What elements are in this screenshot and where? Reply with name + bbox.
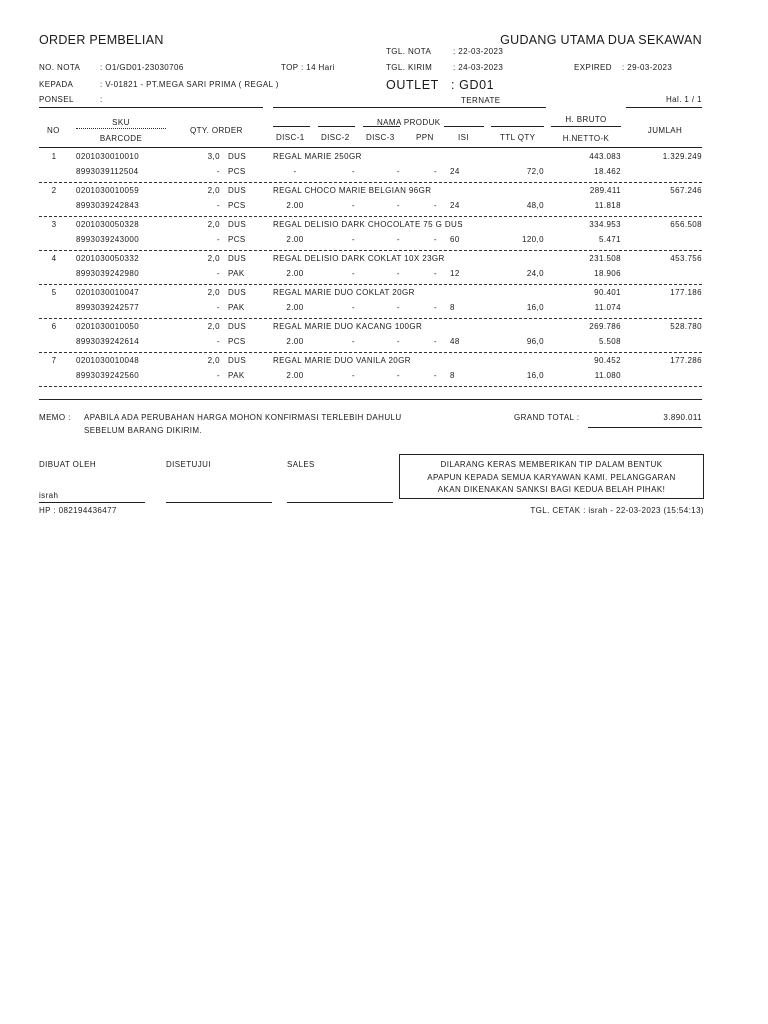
header-rule: [626, 107, 702, 108]
cell-unit: DUS: [228, 254, 247, 263]
cell-isi: 8: [450, 303, 455, 312]
header-divider: [76, 128, 166, 129]
disetujui-label: DISETUJUI: [166, 460, 211, 469]
cell-qty2: -: [216, 371, 220, 380]
signature-line: [166, 502, 272, 503]
col-nama-produk-header: NAMA PRODUK: [377, 118, 441, 127]
cell-name: REGAL MARIE 250GR: [273, 152, 362, 161]
cell-ttl-qty: 72,0: [526, 167, 544, 176]
expired-label: EXPIRED: [574, 63, 612, 72]
cell-qty: 2,0: [207, 356, 220, 365]
cell-ppn: -: [433, 269, 437, 278]
print-timestamp: TGL. CETAK : israh - 22-03-2023 (15:54:13): [530, 506, 704, 515]
cell-h-bruto: 289.411: [589, 186, 621, 195]
cell-h-netto: 18.906: [594, 269, 621, 278]
cell-unit: DUS: [228, 356, 247, 365]
col-h-netto-header: H.NETTO-K: [562, 134, 610, 143]
cell-isi: 8: [450, 371, 455, 380]
cell-disc3: -: [396, 167, 400, 176]
cell-unit: DUS: [228, 152, 247, 161]
cell-qty: 2,0: [207, 254, 220, 263]
dibuat-oleh-label: DIBUAT OLEH: [39, 460, 97, 469]
cell-no: 5: [51, 288, 57, 297]
table-bottom-rule: [39, 399, 702, 400]
cell-ttl-qty: 24,0: [526, 269, 544, 278]
col-sku-header: SKU: [112, 118, 130, 127]
company-name: GUDANG UTAMA DUA SEKAWAN: [500, 33, 702, 47]
cell-disc2: -: [351, 371, 355, 380]
kepada-label: KEPADA: [39, 80, 74, 89]
header-rule: [318, 126, 355, 127]
cell-ppn: -: [433, 303, 437, 312]
cell-unit: DUS: [228, 220, 247, 229]
document-title: ORDER PEMBELIAN: [39, 33, 164, 47]
col-ppn-header: PPN: [416, 133, 434, 142]
cell-disc2: -: [351, 167, 355, 176]
cell-no: 3: [51, 220, 57, 229]
cell-no: 2: [51, 186, 57, 195]
notice-line-1: DILARANG KERAS MEMBERIKAN TIP DALAM BENTUK: [440, 460, 663, 469]
cell-name: REGAL MARIE DUO KACANG 100GR: [273, 322, 423, 331]
cell-barcode: 8993039242577: [76, 303, 140, 312]
cell-ppn: -: [433, 201, 437, 210]
cell-qty2: -: [216, 235, 220, 244]
cell-sku: 0201030010047: [76, 288, 140, 297]
grand-total-value: 3.890.011: [663, 413, 702, 422]
cell-disc2: -: [351, 201, 355, 210]
cell-disc1: 2.00: [286, 235, 304, 244]
ponsel-label: PONSEL: [39, 95, 74, 104]
cell-sku: 0201030050328: [76, 220, 140, 229]
cell-disc2: -: [351, 269, 355, 278]
col-barcode-header: BARCODE: [99, 134, 143, 143]
cell-sku: 0201030050332: [76, 254, 140, 263]
cell-ttl-qty: 48,0: [526, 201, 544, 210]
kepada-value: : V-01821 - PT.MEGA SARI PRIMA ( REGAL ): [100, 80, 279, 89]
expired-value: : 29-03-2023: [622, 63, 673, 72]
cell-unit: DUS: [228, 288, 247, 297]
cell-disc1: 2.00: [286, 303, 304, 312]
header-rule: [39, 107, 263, 108]
cell-sku: 0201030010048: [76, 356, 140, 365]
cell-barcode: 8993039242843: [76, 201, 140, 210]
cell-qty: 2,0: [207, 288, 220, 297]
memo-line-2: SEBELUM BARANG DIKIRIM.: [84, 426, 203, 435]
cell-qty: 3,0: [207, 152, 220, 161]
cell-ppn: -: [433, 235, 437, 244]
col-disc2-header: DISC-2: [321, 133, 350, 142]
row-divider: [39, 284, 702, 285]
tgl-kirim-label: TGL. KIRIM: [386, 63, 433, 72]
tgl-nota-label: TGL. NOTA: [386, 47, 432, 56]
notice-line-3: AKAN DIKENAKAN SANKSI BAGI KEDUA BELAH PIHAK!: [437, 485, 666, 494]
notice-line-2: APAPUN KEPADA SEMUA KARYAWAN KAMI. PELANGGARAN: [427, 473, 676, 482]
cell-barcode: 8993039112504: [76, 167, 139, 176]
cell-qty2: -: [216, 303, 220, 312]
cell-barcode: 8993039242980: [76, 269, 140, 278]
cell-disc1: 2.00: [286, 337, 304, 346]
grand-total-rule: [588, 427, 702, 428]
col-h-bruto-header: H. BRUTO: [565, 115, 607, 124]
col-disc1-header: DISC-1: [276, 133, 305, 142]
page-number: Hal. 1 / 1: [665, 95, 702, 104]
cell-unit2: PCS: [228, 167, 246, 176]
cell-disc1: -: [293, 167, 297, 176]
outlet-value: : GD01: [451, 78, 495, 92]
signature-line: [39, 502, 145, 503]
top-terms: TOP : 14 Hari: [281, 63, 335, 72]
cell-no: 6: [51, 322, 57, 331]
hp-number: HP : 082194436477: [39, 506, 117, 515]
cell-qty2: -: [216, 337, 220, 346]
cell-unit: DUS: [228, 186, 247, 195]
row-divider: [39, 386, 702, 387]
cell-ttl-qty: 16,0: [526, 303, 544, 312]
cell-h-netto: 11.818: [594, 201, 621, 210]
cell-disc2: -: [351, 337, 355, 346]
cell-isi: 60: [450, 235, 460, 244]
cell-jumlah: 453.756: [670, 254, 702, 263]
memo-label: MEMO :: [39, 413, 71, 422]
cell-disc3: -: [396, 371, 400, 380]
cell-disc1: 2.00: [286, 201, 304, 210]
cell-qty2: -: [216, 201, 220, 210]
cell-jumlah: 528.780: [670, 322, 702, 331]
cell-ttl-qty: 16,0: [526, 371, 544, 380]
cell-h-netto: 5.508: [598, 337, 621, 346]
cell-barcode: 8993039242560: [76, 371, 140, 380]
row-divider: [39, 182, 702, 183]
cell-qty: 2,0: [207, 322, 220, 331]
row-divider: [39, 216, 702, 217]
cell-unit2: PAK: [228, 303, 245, 312]
outlet-label: OUTLET: [386, 78, 439, 92]
cell-barcode: 8993039243000: [76, 235, 140, 244]
memo-line-1: APABILA ADA PERUBAHAN HARGA MOHON KONFIRMASI TERLEBIH DAHULU: [84, 413, 402, 422]
cell-isi: 24: [450, 201, 460, 210]
table-header-bottom-rule: [39, 147, 702, 148]
signer-name: israh: [39, 491, 59, 500]
cell-h-bruto: 269.786: [589, 322, 621, 331]
col-disc3-header: DISC-3: [366, 133, 395, 142]
cell-jumlah: 177.286: [670, 356, 702, 365]
col-no-header: NO: [47, 126, 60, 135]
no-nota-value: : O1/GD01-23030706: [100, 63, 184, 72]
header-rule: [273, 107, 546, 108]
cell-ppn: -: [433, 337, 437, 346]
cell-h-bruto: 90.401: [594, 288, 621, 297]
tgl-nota-value: : 22-03-2023: [453, 47, 504, 56]
col-ttl-qty-header: TTL QTY: [500, 133, 536, 142]
cell-unit2: PCS: [228, 201, 246, 210]
cell-isi: 12: [450, 269, 460, 278]
cell-unit2: PCS: [228, 235, 246, 244]
grand-total-label: GRAND TOTAL :: [514, 413, 580, 422]
cell-jumlah: 656.508: [670, 220, 702, 229]
cell-ttl-qty: 96,0: [526, 337, 544, 346]
cell-h-bruto: 231.508: [589, 254, 621, 263]
cell-h-bruto: 334.953: [589, 220, 621, 229]
header-rule: [273, 126, 310, 127]
cell-jumlah: 177.186: [670, 288, 702, 297]
cell-disc1: 2.00: [286, 371, 304, 380]
cell-h-netto: 18.462: [594, 167, 621, 176]
cell-name: REGAL MARIE DUO VANILA 20GR: [273, 356, 411, 365]
no-nota-label: NO. NOTA: [39, 63, 81, 72]
row-divider: [39, 318, 702, 319]
cell-ppn: -: [433, 167, 437, 176]
cell-sku: 0201030010010: [76, 152, 140, 161]
cell-disc3: -: [396, 303, 400, 312]
cell-name: REGAL MARIE DUO COKLAT 20GR: [273, 288, 415, 297]
cell-disc2: -: [351, 303, 355, 312]
col-qty-header: QTY. ORDER: [190, 126, 243, 135]
row-divider: [39, 250, 702, 251]
cell-disc1: 2.00: [286, 269, 304, 278]
cell-name: REGAL DELISIO DARK COKLAT 10X 23GR: [273, 254, 445, 263]
cell-no: 7: [51, 356, 57, 365]
cell-isi: 48: [450, 337, 460, 346]
cell-qty2: -: [216, 167, 220, 176]
sales-label: SALES: [287, 460, 315, 469]
cell-name: REGAL DELISIO DARK CHOCOLATE 75 G DUS: [273, 220, 463, 229]
cell-disc3: -: [396, 201, 400, 210]
cell-sku: 0201030010059: [76, 186, 140, 195]
cell-disc3: -: [396, 269, 400, 278]
col-jumlah-header: JUMLAH: [647, 126, 683, 135]
cell-qty2: -: [216, 269, 220, 278]
cell-disc2: -: [351, 235, 355, 244]
cell-jumlah: 1.329.249: [662, 152, 702, 161]
cell-name: REGAL CHOCO MARIE BELGIAN 96GR: [273, 186, 432, 195]
signature-line: [287, 502, 393, 503]
header-rule: [444, 126, 484, 127]
notice-box: [399, 454, 704, 499]
tgl-kirim-value: : 24-03-2023: [453, 63, 504, 72]
cell-h-bruto: 443.083: [589, 152, 621, 161]
col-isi-header: ISI: [458, 133, 469, 142]
cell-isi: 24: [450, 167, 460, 176]
cell-h-netto: 11.080: [594, 371, 621, 380]
cell-ttl-qty: 120,0: [521, 235, 544, 244]
cell-sku: 0201030010050: [76, 322, 140, 331]
cell-no: 1: [51, 152, 57, 161]
cell-unit2: PAK: [228, 371, 245, 380]
row-divider: [39, 352, 702, 353]
cell-disc3: -: [396, 337, 400, 346]
cell-h-bruto: 90.452: [594, 356, 621, 365]
header-rule: [551, 126, 621, 127]
cell-barcode: 8993039242614: [76, 337, 140, 346]
city: TERNATE: [461, 96, 501, 105]
ponsel-value: :: [100, 95, 103, 104]
cell-no: 4: [51, 254, 57, 263]
cell-unit2: PCS: [228, 337, 246, 346]
header-rule: [491, 126, 544, 127]
cell-h-netto: 11.074: [594, 303, 621, 312]
cell-qty: 2,0: [207, 186, 220, 195]
cell-unit2: PAK: [228, 269, 245, 278]
cell-unit: DUS: [228, 322, 247, 331]
cell-qty: 2,0: [207, 220, 220, 229]
cell-h-netto: 5.471: [598, 235, 621, 244]
cell-jumlah: 567.246: [670, 186, 702, 195]
cell-disc3: -: [396, 235, 400, 244]
cell-ppn: -: [433, 371, 437, 380]
